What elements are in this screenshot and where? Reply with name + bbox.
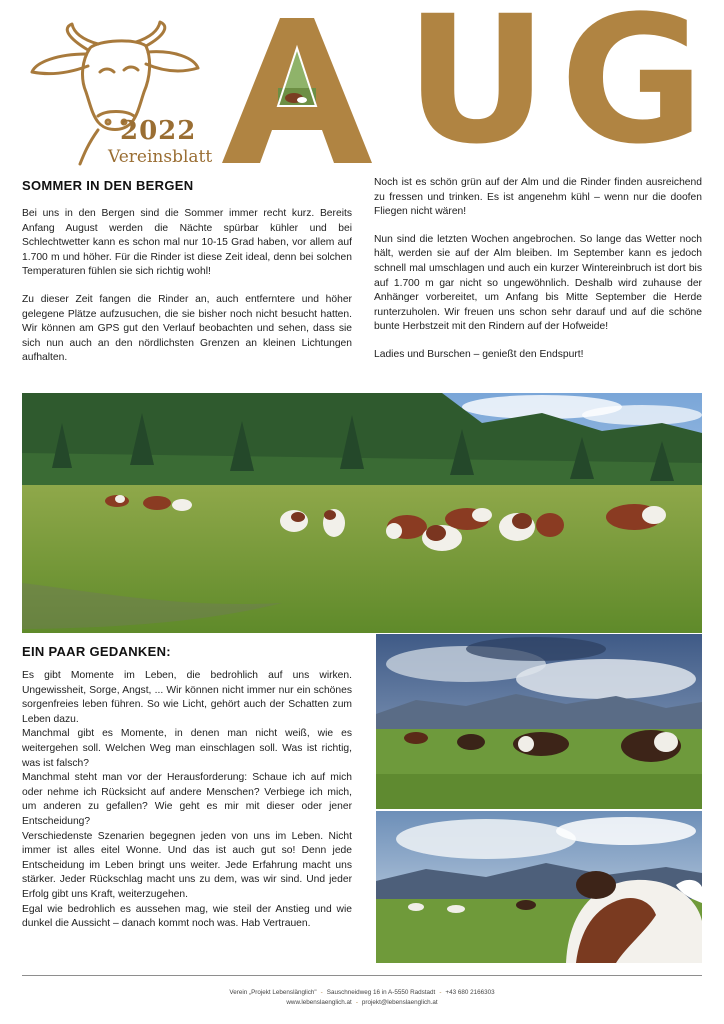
- month-letter-u: U: [405, 0, 548, 183]
- thoughts-heading: EIN PAAR GEDANKEN:: [22, 644, 171, 659]
- thoughts-column: [22, 644, 352, 932]
- footer-phone: +43 680 2166303: [445, 989, 495, 996]
- summer-paragraph-2: Zu dieser Zeit fangen die Rinder an, auch entferntere und höher gelegene Plätze aufzusuchen, die sie bisher noch nicht besucht hatten. Wir können am GPS gut den Verlauf beobachten und sehen, dass sie sich nun auch an den nördlichsten Grenzen an kleinen Lichtungen aufhalten.: [22, 293, 352, 364]
- alpine-pasture-photo: [22, 393, 702, 633]
- thoughts-paragraph-5: Egal wie bedrohlich es aussehen mag, wie steil der Anstieg und wie dunkel die Aussicht – danach kommt noch was. Hab Vertrauen.: [22, 903, 352, 930]
- summer-right-paragraph-3: Ladies und Burschen – genießt den Endspurt!: [374, 348, 584, 360]
- footer: [0, 988, 724, 1007]
- footer-divider: [22, 975, 702, 976]
- footer-line-1: Verein „Projekt Lebenslänglich" - Sauschneidweg 16 in A-5550 Radstadt - +43 680 2166303: [229, 989, 495, 996]
- thoughts-paragraph-1: Es gibt Momente im Leben, die bedrohlich auf uns wirken. Ungewissheit, Sorge, Angst, ... Wir können nicht immer nur ein schönes sorgenfreies leben führen. So wie Licht, gehört auch der Schatten zum Leben dazu.: [22, 670, 352, 725]
- thoughts-paragraph-2: Manchmal gibt es Momente, in denen man nicht weiß, wie es weitergehen soll. Welchen Weg man einschlagen soll. Was ist richtig, was ist falsch?: [22, 728, 352, 769]
- summer-right-paragraph-2: Nun sind die letzten Wochen angebrochen. So lange das Wetter noch hält, werden sie auf der Alm bleiben. Im September kann es jedoch schnell mal umschlagen und auch ein kurzer Wintereinbruch ist dort bis auf 1.700 m gar nicht so ungewöhnlich. Deshalb wird zuhause der Anhänger vorbereitet, um Anfang bis Mitte September die Herde runterzuholen. Wir freuen uns schon sehr darauf und auf die schöne bunte Herbstzeit mit den Rindern auf der Hofweide!: [374, 233, 702, 333]
- footer-line-2: www.lebenslaenglich.at - projekt@lebenslaenglich.at: [286, 998, 438, 1006]
- thoughts-paragraph-4: Verschiedenste Szenarien begegnen jeden von uns im Leben. Nicht immer ist alles eitel Wonne. Und das ist auch gut so! Denn jede Entscheidung im Leben bringt uns weiter. Jede Erfahrung macht uns stärker. Jeder Rückschlag macht uns zu dem, was wir sind. Und jeder Erfolg gibt uns Kraft, weiterzugehen.: [22, 830, 352, 900]
- vereinsblatt-label: Vereinsblatt: [108, 147, 213, 167]
- summer-heading: SOMMER IN DEN BERGEN: [22, 178, 194, 193]
- summer-paragraph-1: Bei uns in den Bergen sind die Sommer immer recht kurz. Bereits Anfang August werden die Nächte spürbar kühler und bei Schlechtwetter kann es schon mal nur 10-15 Grad haben, vor allem auf 1.700 m und höher. Für die Rinder ist diese Zeit ideal, denn bei solchen Temperaturen fühlen sie sich richtig wohl!: [22, 208, 352, 278]
- month-letter-a: [222, 18, 372, 163]
- summer-right-column: [374, 176, 702, 376]
- footer-address: Sauschneidweg 16 in A-5550 Radstadt: [326, 989, 436, 996]
- month-letter-g: G: [560, 0, 705, 183]
- footer-web-link[interactable]: www.lebenslaenglich.at: [286, 998, 352, 1006]
- year-label: 2022: [120, 116, 197, 146]
- cow-logo: [28, 20, 218, 170]
- summer-right-paragraph-1: Noch ist es schön grün auf der Alm und die Rinder finden ausreichend zu fressen und trinken. Es ist angenehm kühl – wenn nur die doofen Fliegen nicht wären!: [374, 177, 702, 218]
- thoughts-paragraph-3: Manchmal steht man vor der Herausforderung: Schaue ich auf mich oder nehme ich Rücksicht auf andere Menschen? Verbiege ich mich, um anderen zu gefallen? Wie geht es mir mit dieser oder jener Entscheidung?: [22, 772, 352, 827]
- cow-closeup-photo: [376, 811, 702, 963]
- footer-email-link[interactable]: projekt@lebenslaenglich.at: [361, 998, 438, 1006]
- footer-org: Verein „Projekt Lebenslänglich": [229, 989, 317, 996]
- summer-left-column: [22, 178, 352, 379]
- cloudy-pasture-photo: [376, 634, 702, 809]
